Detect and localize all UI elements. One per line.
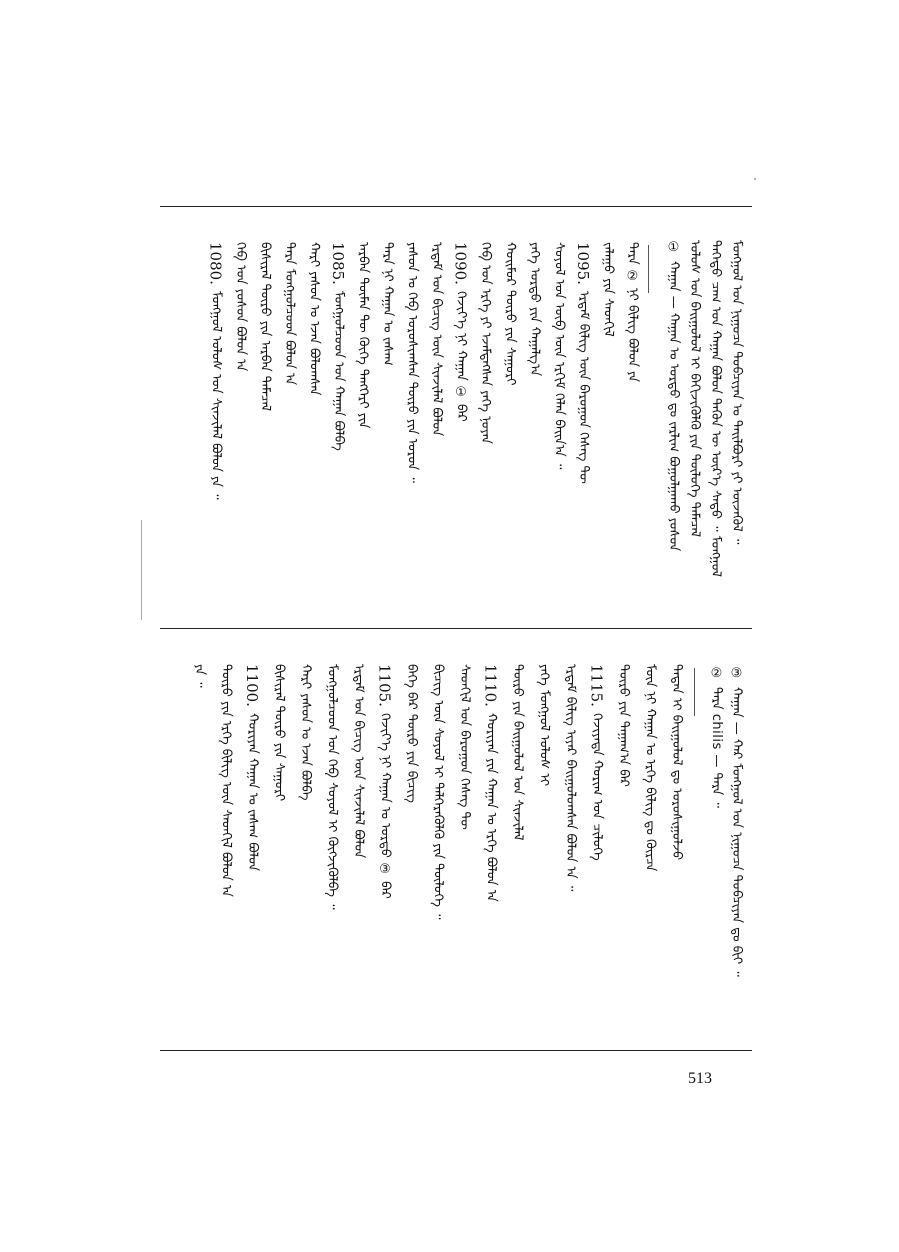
verse-text: ᠪᠡᠭᠡ ᠪᠠᠷ ᠲᠥᠷᠥ ᠶᠢᠨ ᠪᠢᠴᠢᠭ [404, 664, 419, 803]
footnote-text: ᠬᠠᠭᠠᠨ — ᠬᠠᠭᠠᠨ ᠤ ᠣᠷᠳᠣ ᠳᠤ ᠵᠠᠷᠯᠢᠭ ᠪᠤᠭᠤᠯᠭᠠᠬᠤ ᠶᠣᠰᠣᠨ [666, 261, 681, 552]
verse-text: ᠶᠡᠬᠡ ᠮᠣᠩᠭᠣᠯ ᠤᠯᠤᠰ ᠢ [536, 664, 552, 787]
verse-text: ᠲᠡᠷᠡ ᠮᠣᠩᠭᠣᠯᠴᠤᠳ ᠪᠣᠯᠤᠨ ᠠ [282, 242, 297, 386]
verse-line [642, 664, 658, 871]
verse-line [456, 664, 472, 830]
verse-line [526, 242, 542, 376]
page-number: 513 [688, 1070, 712, 1087]
verse-text: ᠡᠷᠳᠡᠮ ᠤᠨ ᠪᠢᠴᠢᠭ ᠦᠨ ᠰᠢᠨᠵᠢᠯᠡᠯ ᠪᠣᠯᠤᠨ [429, 242, 444, 437]
verse-line [430, 664, 446, 920]
verse-line [257, 242, 273, 411]
verse-text: ᠬᠡᠪ ᠤᠨ ᠡᠷᠬᠡ ᠶᠢ ᠡᠵᠡᠮᠳᠡᠭᠰᠡᠨ ᠶᠡᠬᠡ ᠨᠣᠶᠠᠨ [478, 242, 493, 444]
verse-line [244, 664, 260, 871]
verse-line [281, 242, 297, 385]
verse-number: 1115. [587, 664, 606, 707]
verse-line [615, 664, 631, 787]
verse-line [297, 664, 313, 800]
footnote-marker: ③ [729, 666, 744, 681]
verse-text: ᠮᠣᠩᠭᠣᠯᠴᠤᠳ ᠤᠨ ᠬᠠᠭᠠᠨ ᠪᠣᠯᠪᠠ [331, 290, 346, 451]
verse-line [668, 664, 684, 860]
verse-text: ᠪᠢᠰᠢᠷᠡᠯ ᠲᠥᠷᠥ ᠶᠢᠨ ᠰᠠᠭᠤᠷᠢ [271, 664, 287, 802]
verse-line [306, 242, 322, 396]
scan-margin-line [141, 520, 142, 620]
verse-text: ᠬᠡᠵᠢᠶᠡᠳᠡ ᠬᠣᠷᠢᠭ ᠤᠨ ᠴᠢᠯᠦᠭᠡ [589, 712, 605, 861]
footnote-line [665, 240, 681, 551]
verse-text: ᠲᠥᠷᠥ ᠶᠢᠨ ᠳᠠᠭᠠᠭ᠎ᠠ ᠪᠠᠷ [616, 664, 631, 787]
verse-line [232, 242, 248, 371]
verse-number: 1095. [574, 242, 592, 285]
verse-text: ᠶᠠ ᠃ [192, 664, 207, 688]
footnote-line [728, 240, 744, 544]
verse-number: 1105. [375, 664, 394, 707]
verse-line [330, 242, 346, 451]
verse-text: ᠡᠷᠳᠡᠮ ᠤᠨ ᠪᠢᠴᠢᠭ ᠦᠨ ᠰᠢᠨᠵᠢᠯᠡᠯ ᠪᠣᠯᠤᠨ [351, 664, 366, 859]
verse-text: ᠲᠡᠷᠡ ② ᠨᠢ ᠪᠢᠯᠢᠭ ᠪᠣᠯᠤᠨ ᠶᠠ [625, 242, 640, 383]
footnote-marker: ① [666, 240, 681, 255]
verse-line [428, 242, 444, 436]
verse-line [218, 664, 234, 897]
verse-text: ᠪᠢᠰᠢᠷᠡᠯ ᠲᠥᠷᠥ ᠶᠢᠨ ᠠᠷᠪᠠᠨ ᠲᠡᠮᠡᠴᠡᠯ [257, 242, 273, 412]
verse-line [271, 664, 287, 801]
verse-text: ᠬᠣᠢᠮᠣᠷ ᠲᠥᠷᠦ ᠶᠢᠨ ᠰᠠᠭᠤᠷᠢ [502, 242, 518, 386]
verse-text: ᠬᠡᠵᠢᠶ᠎ᠡ ᠨᠢ ᠬᠠᠭᠠᠨ ᠤ ᠣᠷᠳᠤ ③ ᠪᠠᠷ [377, 712, 393, 899]
verse-text: ᠮᠥᠨ ᠨᠢ ᠬᠠᠭᠠᠨ ᠤ ᠡᠷᠬᠡ ᠪᠢᠯᠢᠭ ᠳᠤ ᠬᠦᠷᠴᠡ [642, 664, 658, 872]
scan-speck [754, 178, 756, 180]
verse-text: ᠲᠡᠳᠡᠨ ᠢ ᠪᠠᠢᠭᠤᠯᠤᠯ ᠳᠤ ᠣᠷᠣᠰᠢᠭᠤᠯᠵᠤ [669, 664, 684, 861]
verse-line [575, 242, 591, 484]
verse-line [355, 242, 371, 428]
verse-text: ᠲᠥᠷᠥ ᠶᠢᠨ ᠡᠷᠬᠡ ᠪᠢᠯᠢᠭ ᠦᠨ ᠰᠡᠳᠬᠢᠯ ᠪᠣᠯᠤᠨ ᠠ [218, 664, 234, 898]
verse-number: 1090. [451, 242, 470, 285]
verse-line [600, 242, 616, 337]
verse-text: ᠲᠡᠷᠡ ᠨᠢ ᠬᠠᠭᠠᠨ ᠤ ᠵᠠᠰᠠᠭ [380, 242, 395, 366]
verse-line [377, 664, 393, 899]
verse-line [477, 242, 493, 444]
verse-text: ᠪᠢᠴᠢᠭ ᠦᠨ ᠰᠣᠶᠣᠯ ᠢ ᠲᠡᠯᠭᠡᠷᠡᠭᠦᠯᠬᠦ ᠶᠢᠨ ᠲᠥᠯᠥᠭᠡ ᠃ [430, 664, 446, 920]
verse-line [562, 664, 578, 891]
footnote-text: ᠬᠠᠭᠠᠨ — ᠬᠠᠷ ᠮᠣᠩᠭᠣᠯ ᠤᠨ ᠨᠢᠭᠤᠴᠠ ᠲᠣᠪᠴᠢᠶᠠᠨ ᠳᠤ ᠪᠢᠢ ᠃ [729, 687, 744, 977]
verse-line [483, 664, 499, 902]
verse-text: ᠬᠣᠷᠢᠶᠠᠨ ᠬᠠᠭᠠᠨ ᠤ ᠵᠠᠰᠠᠭ ᠪᠣᠯᠤᠨ [245, 712, 260, 872]
verse-number: 1110. [481, 664, 500, 707]
footnote-text: ᠮᠣᠩᠭᠣᠯ ᠤᠨ ᠨᠢᠭᠤᠴᠠ ᠲᠣᠪᠴᠢᠶᠠᠨ ᠎ᠤ ᠲᠠᠢᠯᠪᠤᠷᠢ ᠶᠢ ᠦᠵᠡᠭᠦᠯ ᠃ [729, 240, 744, 545]
verse-text: ᠵᠠᠯᠠᠭᠤ ᠶᠢᠨ ᠰᠡᠳᠬᠢᠯ [600, 242, 616, 337]
verse-text: ᠬᠡᠵᠢᠶ᠎ᠡ ᠨᠢ ᠬᠠᠭᠠᠨ ① ᠪᠠᠷ [453, 290, 469, 422]
footnote-divider-bottom [694, 668, 695, 716]
footnote-line [686, 240, 702, 537]
verse-line [502, 242, 518, 385]
verse-text: ᠶᠠᠰᠤᠨ ᠤ ᠬᠡᠪ ᠣᠷᠣᠰᠢᠭᠰᠠᠨ ᠲᠥᠷᠥ ᠶᠢᠨ ᠣᠷᠣᠨ ᠃ [404, 242, 420, 483]
footnote-text: ᠲᠡᠷᠡ chilis — ᠲᠡᠷᠡ ᠃ [709, 687, 724, 808]
verse-text: ᠡᠷᠳᠡᠮ ᠪᠢᠯᠢᠭ ᠢᠶᠡᠷ ᠪᠠᠢᠭᠤᠯᠤᠭᠰᠠᠨ ᠪᠣᠯᠤᠨ ᠠ ᠃ [563, 664, 578, 892]
middle-rule [160, 628, 752, 629]
verse-line [350, 664, 366, 858]
verse-line [403, 664, 419, 803]
verse-number: 1085. [329, 242, 347, 285]
verse-line [379, 242, 395, 366]
verse-line [589, 664, 605, 861]
verse-text: ᠬᠠᠷᠢ ᠶᠠᠰᠤᠨ ᠤ ᠡᠵᠡᠨ ᠪᠣᠯᠤᠭᠰᠠᠨ [306, 242, 322, 396]
verse-line [536, 664, 552, 786]
verse-text: ᠬᠠᠷᠢ ᠶᠠᠰᠤᠨ ᠤ ᠡᠵᠡᠨ ᠪᠣᠯᠪᠠ [298, 664, 313, 801]
verse-line [404, 242, 420, 483]
footnote-text: ᠳᠡᠭᠡᠳᠦ ᠴᠠᠭ ᠤᠨ ᠬᠠᠭᠠᠨ ᠪᠣᠯᠤᠨ ᠲᠡᠭᠦᠨ ᠦ ᠦᠷ᠎ᠡ ᠰᠠᠳᠤ ᠃ ᠮᠣᠩᠭᠣᠯ [708, 240, 723, 577]
verse-line [208, 242, 224, 500]
verse-number: 1080. [206, 242, 225, 285]
verse-line [509, 664, 525, 840]
verse-line [453, 242, 469, 422]
verse-line [624, 242, 640, 382]
verse-text: ᠠᠷᠪᠠᠨ ᠲᠦᠮᠡᠨ ᠲᠦ ᠬᠥᠬᠡ ᠲᠡᠩᠭᠡᠷᠢ ᠶᠢᠨ [355, 242, 371, 429]
verse-text: ᠮᠣᠩᠭᠣᠯ ᠤᠯᠤᠰ ᠤᠨ ᠰᠢᠨᠵᠢᠯᠡᠯ ᠪᠣᠯᠤᠨ ᠶᠠ ᠃ [208, 290, 224, 500]
verse-text: ᠬᠣᠷᠢᠶᠠᠨ ᠶᠢᠨ ᠬᠠᠭᠠᠨ ᠤ ᠡᠷᠬᠡ ᠪᠣᠯᠤᠨ ᠠ [483, 712, 499, 902]
verse-text: ᠰᠡᠳᠬᠢᠯ ᠤᠨ ᠪᠠᠷᠤᠭᠤᠨ ᠬᠡᠰᠡᠭ ᠲᠦ [457, 664, 472, 830]
footnote-divider-top [648, 245, 649, 293]
bottom-rule [160, 1050, 752, 1051]
footnote-line [708, 666, 724, 808]
verse-text: ᠡᠷᠳᠡᠮ ᠪᠢᠯᠢᠭ ᠦᠨ ᠪᠠᠷᠤᠭᠤᠨ ᠬᠡᠰᠡᠭ ᠲᠦ [576, 290, 591, 484]
verse-text: ᠬᠡᠪ ᠤᠨ ᠶᠣᠰᠣᠨ ᠪᠣᠯᠤᠨ ᠠ [233, 242, 248, 372]
top-rule [160, 206, 752, 207]
verse-text: ᠲᠥᠷᠥ ᠶᠢᠨ ᠪᠠᠢᠭᠤᠯᠤᠯ ᠤᠨ ᠰᠢᠨᠵᠢᠯᠡᠯ [510, 664, 525, 841]
footnote-line [707, 240, 723, 577]
verse-line [191, 664, 207, 688]
verse-text: ᠮᠣᠩᠭᠣᠯᠴᠤᠳ ᠤᠨ ᠬᠡᠪ ᠰᠣᠶᠣᠯ ᠢ ᠬᠥᠭᠵᠢᠭᠦᠯᠪᠡ ᠃ [324, 664, 340, 910]
verse-text: ᠰᠣᠶᠣᠯ ᠤᠨ ᠦᠪ ᠦᠨ ᠡᠷᠬᠢᠮ ᠬᠡᠯᠡᠨ ᠪᠠᠢᠨ᠎ᠠ ᠃ [551, 242, 567, 470]
verse-number: 1100. [243, 664, 261, 707]
footnote-marker: ② [709, 666, 724, 681]
footnote-text: ᠤᠯᠤᠰ ᠤᠨ ᠪᠠᠢᠭᠤᠯᠤᠯ ᠢ ᠪᠡᠬᠢᠵᠢᠭᠦᠯᠬᠦ ᠶᠢᠨ ᠲᠥᠯᠥᠭᠡ ᠲᠡᠮᠡᠴᠡᠯ [687, 240, 702, 538]
verse-text: ᠶᠡᠬᠡ ᠣᠷᠳᠤ ᠶᠢᠨ ᠬᠠᠭᠠᠯᠭ᠎ᠠ [527, 242, 542, 377]
footnote-line [728, 666, 744, 977]
verse-line [324, 664, 340, 910]
verse-line [551, 242, 567, 469]
